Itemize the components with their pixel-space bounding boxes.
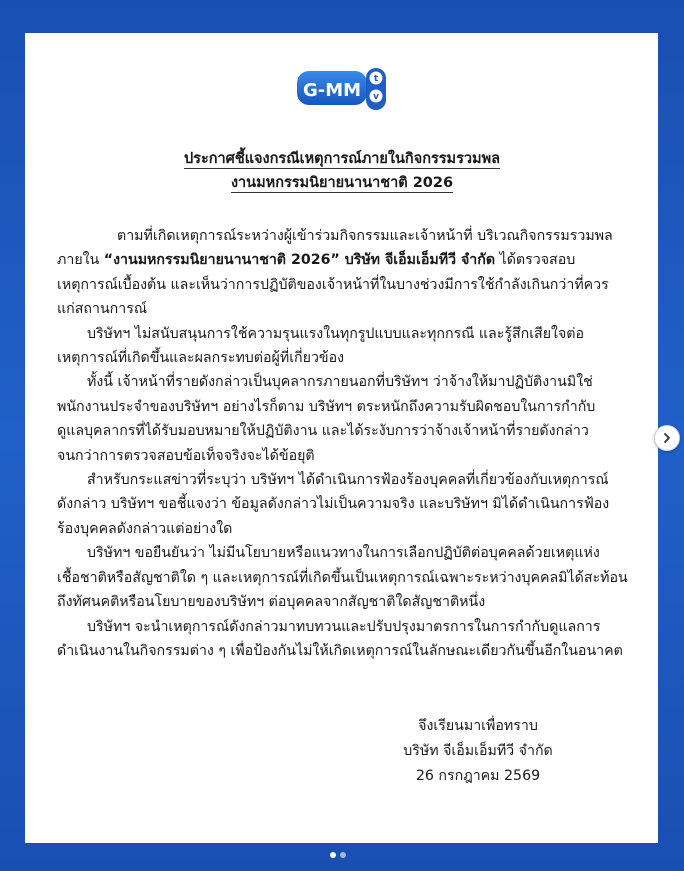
svg-text:G-MM: G-MM xyxy=(302,80,362,101)
paragraph-line xyxy=(57,248,627,272)
paragraph-line: ดังกล่าว บริษัทฯ ขอชี้แจงว่า ข้อมูลดังกล่าวไม่เป็นความจริง และบริษัทฯ มิได้ดำเนินการฟ้อง xyxy=(57,496,610,513)
announcement-subtitle xyxy=(40,172,644,194)
company-name: บริษัท จีเอ็มเอ็มทีวี จำกัด xyxy=(403,743,553,759)
paragraph-line: บริษัทฯ ไม่สนับสนุนการใช้ความรุนแรงในทุกรูปแบบและทุกกรณี และรู้สึกเสียใจต่อ xyxy=(87,325,584,342)
announcement-body xyxy=(57,224,628,663)
svg-text:v: v xyxy=(373,92,379,102)
paragraph-line: เหตุการณ์เบื้องต้น และเห็นว่าการปฏิบัติของเจ้าหน้าที่ในบางช่วงมีการใช้กำลังเกินกว่าที่ควร xyxy=(57,276,609,293)
paragraph-line: เชื้อชาติหรือสัญชาติใด ๆ และเหตุการณ์ที่เกิดขึ้นเป็นเหตุการณ์เฉพาะระหว่างบุคคลมิได้สะท้อน xyxy=(57,569,628,586)
title-line-2: งานมหกรรมนิยายนานาชาติ 2026 xyxy=(230,175,454,191)
announcement-title xyxy=(40,148,644,170)
carousel-next-button[interactable] xyxy=(654,425,680,451)
paragraph-line: ถึงทัศนคติหรือนโยบายของบริษัทฯ ต่อบุคคลจากสัญชาติใดสัญชาติหนึ่ง xyxy=(57,594,486,611)
paragraph-3 xyxy=(57,370,627,468)
event-company-bold: “งานมหกรรมนิยายนานาชาติ 2026” บริษัท จีเอ็มเอ็มทีวี จำกัด xyxy=(103,252,496,269)
text-run: ภายใน xyxy=(57,252,104,269)
paragraph-line: จนกว่าการตรวจสอบข้อเท็จจริงจะได้ข้อยุติ xyxy=(57,447,315,464)
paragraph-line: เหตุการณ์ที่เกิดขึ้นและผลกระทบต่อผู้ที่เกี่ยวข้อง xyxy=(57,350,345,367)
text-run: ได้ตรวจสอบ xyxy=(495,252,576,269)
carousel-dot-active[interactable] xyxy=(330,852,336,858)
carousel-indicator xyxy=(330,852,346,858)
carousel-dot[interactable] xyxy=(340,852,346,858)
announcement-date: 26 กรกฎาคม 2569 xyxy=(415,768,541,784)
signature-block xyxy=(350,714,606,789)
paragraph-line: บริษัทฯ ขอยืนยันว่า ไม่มีนโยบายหรือแนวทางในการเลือกปฏิบัติต่อบุคคลด้วยเหตุแห่ง xyxy=(87,545,600,562)
paragraph-line: ดูแลบุคลากรที่ได้รับมอบหมายให้ปฏิบัติงาน และได้ระงับการว่าจ้างเจ้าหน้าที่รายดังกล่าว xyxy=(57,423,589,440)
paragraph-line: แก่สถานการณ์ xyxy=(57,301,147,318)
gmmtv-logo xyxy=(296,66,388,112)
paragraph-line: ดำเนินงานในกิจกรรมต่าง ๆ เพื่อป้องกันไม่ให้เกิดเหตุการณ์ในลักษณะเดียวกันขึ้นอีกในอนาคต xyxy=(57,642,623,659)
paragraph-line: ทั้งนี้ เจ้าหน้าที่รายดังกล่าวเป็นบุคลากรภายนอกที่บริษัทฯ ว่าจ้างให้มาปฏิบัติงานมิใช่ xyxy=(87,374,593,391)
paragraph-line: ตามที่เกิดเหตุการณ์ระหว่างผู้เข้าร่วมกิจกรรมและเจ้าหน้าที่ บริเวณกิจกรรมรวมพล xyxy=(117,228,613,244)
paragraph-line: พนักงานประจำของบริษัทฯ อย่างไรก็ตาม บริษัทฯ ตระหนักถึงความรับผิดชอบในการกำกับ xyxy=(57,398,596,415)
paragraph-4 xyxy=(57,468,627,541)
svg-text:t: t xyxy=(373,74,379,84)
paragraph-2 xyxy=(57,322,627,371)
paragraph-1 xyxy=(57,224,627,322)
paragraph-line: สำหรับกระแสข่าวที่ระบุว่า บริษัทฯ ได้ดำเนินการฟ้องร้องบุคคลที่เกี่ยวข้องกับเหตุการณ์ xyxy=(87,472,609,489)
paragraph-6 xyxy=(57,615,627,664)
chevron-right-icon xyxy=(661,432,673,444)
title-line-1: ประกาศชี้แจงกรณีเหตุการณ์ภายในกิจกรรมรวมพล xyxy=(183,151,501,167)
paragraph-line: ร้องบุคคลดังกล่าวแต่อย่างใด xyxy=(57,520,233,537)
paragraph-line: บริษัทฯ จะนำเหตุการณ์ดังกล่าวมาทบทวนและปรับปรุงมาตรการในการกำกับดูแลการ xyxy=(87,618,601,635)
paragraph-5 xyxy=(57,541,628,614)
closing-text: จึงเรียนมาเพื่อทราบ xyxy=(418,718,538,734)
